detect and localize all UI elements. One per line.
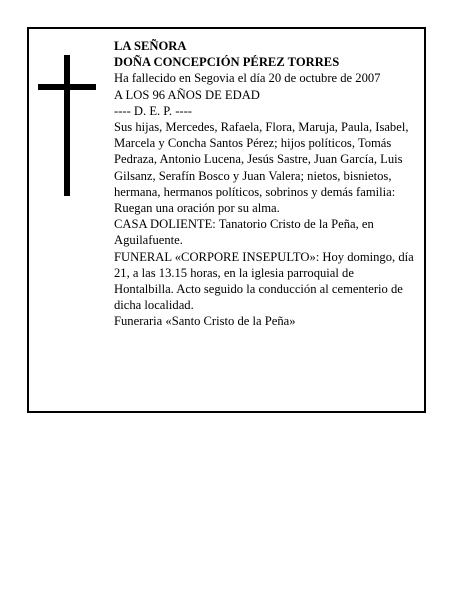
funeral-details: FUNERAL «CORPORE INSEPULTO»: Hoy domingo, día 21, a las 13.15 horas, en la iglesia parroquial de Hontalbilla. Acto seguido la conducción al cementerio de dicha localidad. [114,249,414,313]
notice-title-line1: LA SEÑORA [114,39,187,53]
funeral-home: Funeraria «Santo Cristo de la Peña» [114,314,296,329]
rip-line: ---- D. E. P. ---- [114,103,192,118]
casa-doliente: CASA DOLIENTE: Tanatorio Cristo de la Peña, en Aguilafuente. [114,217,374,248]
age-line: A LOS 96 AÑOS DE EDAD [114,87,260,102]
cross-horizontal-bar [38,84,96,90]
family-paragraph: Sus hijas, Mercedes, Rafaela, Flora, Maruja, Paula, Isabel, Marcela y Concha Santos Pérez; hijos políticos, Tomás Pedraza, Antonio Lucena, Jesús Sastre, Juan García, Luis Gilsanz, Serafín Bosco y Juan Valera; nietos, bisnietos, hermana, hermanos políticos, sobrinos y demás familia: [114,120,409,199]
death-announcement: Ha fallecido en Segovia el día 20 de octubre de 2007 [114,71,381,86]
deceased-name: DOÑA CONCEPCIÓN PÉREZ TORRES [114,55,340,70]
prayer-request: Ruegan una oración por su alma. [114,201,280,216]
cross-vertical-bar [64,55,70,196]
obituary-text-block [114,38,414,330]
